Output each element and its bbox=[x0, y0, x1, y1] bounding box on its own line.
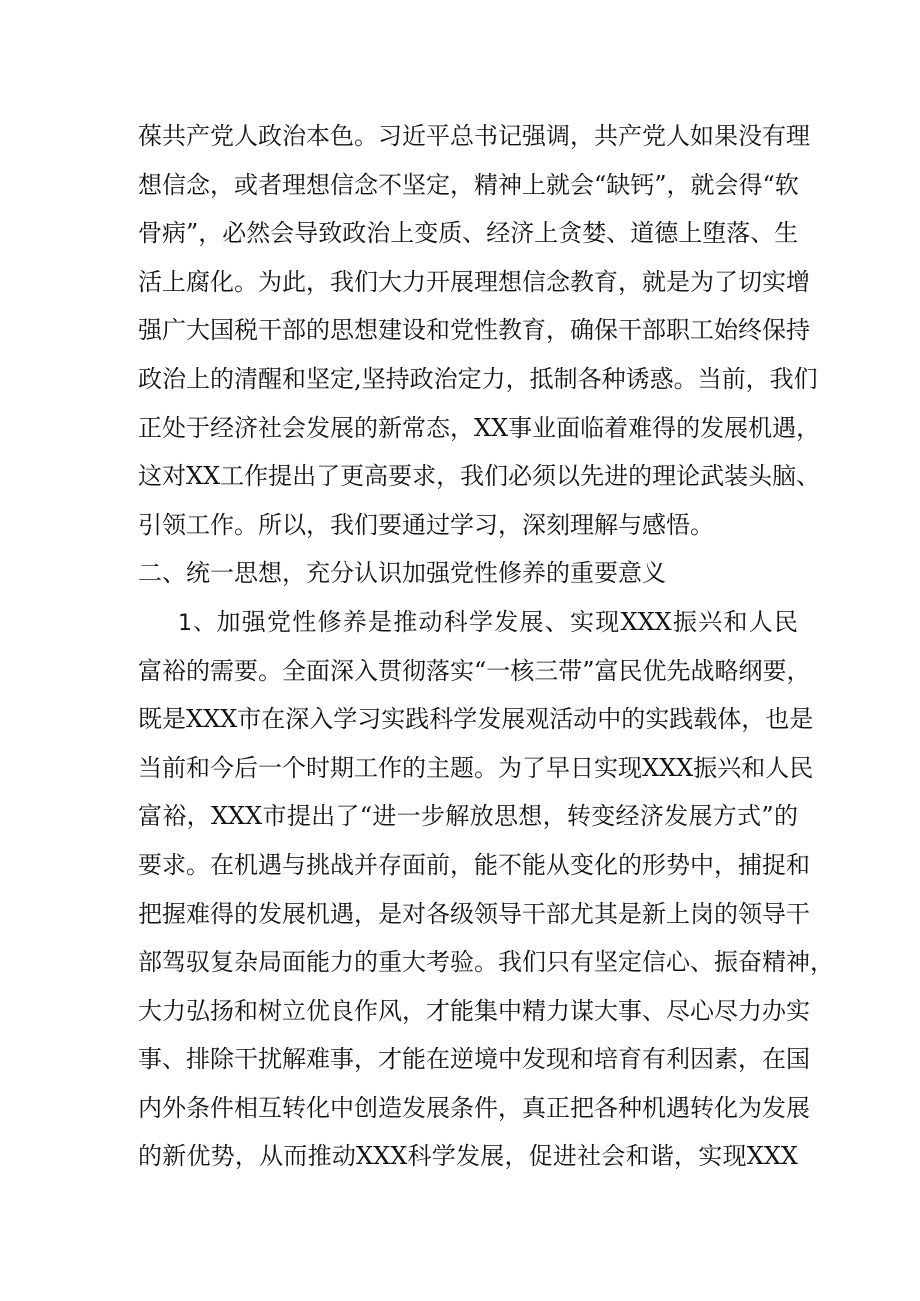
paragraph-number: 1、 bbox=[178, 610, 217, 636]
text-line-content: 加强党性修养是推动科学发展、实现XXX振兴和人民 bbox=[216, 607, 798, 636]
text-line: 内外条件相互转化中创造发展条件，真正把各种机遇转化为发展 bbox=[138, 1093, 810, 1122]
text-line: 这对XX工作提出了更高要求，我们必须以先进的理论武装头脑、 bbox=[138, 462, 821, 491]
text-line: 葆共产党人政治本色。习近平总书记强调，共产党人如果没有理 bbox=[138, 122, 810, 150]
text-line: 事、排除干扰解难事，才能在逆境中发现和培育有利因素，在国 bbox=[138, 1045, 810, 1074]
text-line: 想信念，或者理想信念不坚定，精神上就会“缺钙”，就会得“软 bbox=[138, 170, 799, 199]
text-line: 富裕，XXX市提出了“进一步解放思想，转变经济发展方式”的 bbox=[138, 802, 798, 831]
text-line: 活上腐化。为此，我们大力开展理想信念教育，就是为了切实增 bbox=[138, 267, 810, 296]
text-line: 大力弘扬和树立优良作风，才能集中精力谋大事、尽心尽力办实 bbox=[138, 996, 810, 1025]
section-heading: 二、统一思想，充分认识加强党性修养的重要意义 bbox=[138, 559, 666, 588]
text-line: 当前和今后一个时期工作的主题。为了早日实现XXX振兴和人民 bbox=[138, 753, 814, 782]
text-line bbox=[138, 598, 798, 647]
text-line: 把握难得的发展机遇，是对各级领导干部尤其是新上岗的领导干 bbox=[138, 899, 810, 928]
text-line: 骨病”，必然会导致政治上变质、经济上贪婪、道德上堕落、生 bbox=[138, 219, 799, 248]
text-line: 正处于经济社会发展的新常态，XX事业面临着难得的发展机遇， bbox=[138, 413, 821, 442]
document-body bbox=[138, 112, 834, 1181]
text-line: 引领工作。所以，我们要通过学习，深刻理解与感悟。 bbox=[138, 510, 714, 539]
text-line: 政治上的清醒和坚定,坚持政治定力，抵制各种诱惑。当前，我们 bbox=[138, 364, 818, 393]
text-line: 部驾驭复杂局面能力的重大考验。我们只有坚定信心、振奋精神， bbox=[138, 948, 834, 977]
text-line: 富裕的需要。全面深入贯彻落实“一核三带”富民优先战略纲要， bbox=[138, 656, 811, 685]
text-line: 要求。在机遇与挑战并存面前，能不能从变化的形势中，捕捉和 bbox=[138, 850, 810, 879]
text-line: 强广大国税干部的思想建设和党性教育，确保干部职工始终保持 bbox=[138, 316, 810, 345]
text-line: 既是XXX市在深入学习实践科学发展观活动中的实践载体，也是 bbox=[138, 705, 814, 734]
text-line: 的新优势，从而推动XXX科学发展，促进社会和谐，实现XXX bbox=[138, 1142, 798, 1171]
